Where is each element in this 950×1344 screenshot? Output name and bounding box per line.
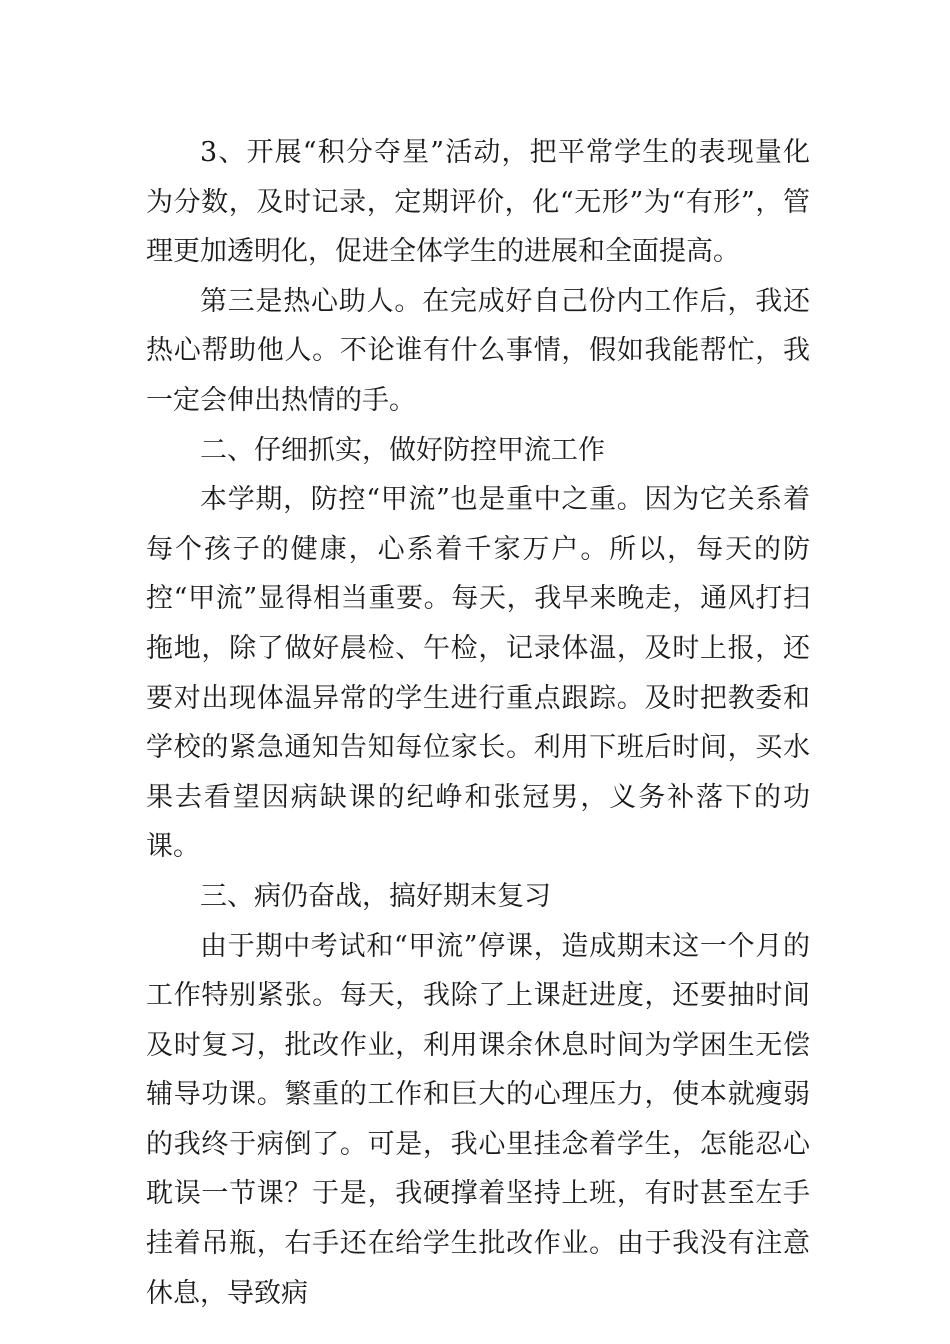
paragraph-helping-others: 第三是热心助人。在完成好自己份内工作后，我还热心帮助他人。不论谁有什么事情，假如我能帮忙，我一定会伸出热情的手。	[146, 285, 810, 416]
paragraph-activity-stars: 3、开展“积分夺星”活动，把平常学生的表现量化为分数，及时记录，定期评价，化“无形”为“有形”，管理更加透明化，促进全体学生的进展和全面提高。	[146, 137, 810, 268]
paragraph-flu-prevention: 本学期，防控“甲流”也是重中之重。因为它关系着每个孩子的健康，心系着千家万户。所以，每天的防控“甲流”显得相当重要。每天，我早来晚走，通风打扫拖地，除了做好晨检、午检，记录体温，及时上报，还要对出现体温异常的学生进行重点跟踪。及时把教委和学校的紧急通知告知每位家长。利用下班后时间，买水果去看望因病缺课的纪峥和张冠男，义务补落下的功课。	[146, 484, 810, 863]
paragraph-final-review: 由于期中考试和“甲流”停课，造成期末这一个月的工作特别紧张。每天，我除了上课赶进度，还要抽时间及时复习，批改作业，利用课余休息时间为学困生无偿辅导功课。繁重的工作和巨大的心理压力，使本就瘦弱的我终于病倒了。可是，我心里挂念着学生，怎能忍心耽误一节课？于是，我硬撑着坚持上班，有时甚至左手挂着吊瓶，右手还在给学生批改作业。由于我没有注意休息，导致病	[146, 930, 810, 1309]
section-heading-final-review: 三、病仍奋战，搞好期末复习	[200, 880, 551, 912]
document-body	[146, 128, 810, 1318]
section-heading-flu-prevention: 二、仔细抓实，做好防控甲流工作	[200, 434, 605, 466]
